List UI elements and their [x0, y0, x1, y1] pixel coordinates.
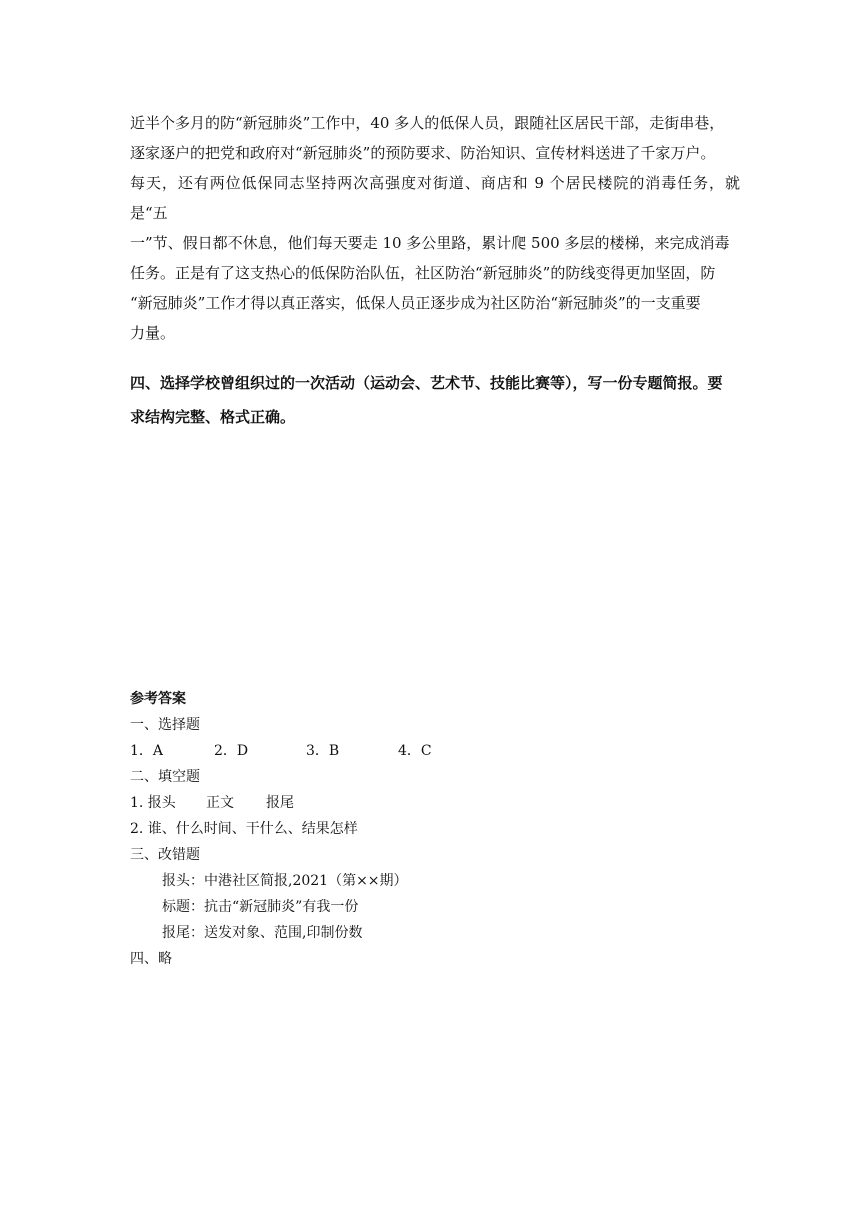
- fill-answer-one: [130, 790, 740, 816]
- passage-paragraph: [130, 108, 740, 348]
- mc-answer: 2．D: [214, 743, 249, 759]
- answer-key: [130, 686, 740, 972]
- passage-line: 力量。: [130, 324, 176, 342]
- section-one-title: 一、选择题: [130, 717, 200, 733]
- multiple-choice-answers: [130, 738, 740, 764]
- passage-line: 每天，还有两位低保同志坚持两次高强度对街道、商店和 9 个居民楼院的消毒任务，就是“五: [130, 174, 740, 222]
- fill-answer-two: 2. 谁、什么时间、干什么、结果怎样: [130, 821, 358, 837]
- passage-line: 近半个多月的防“新冠肺炎”工作中，40 多人的低保人员，跟随社区居民干部，走街串巷，: [130, 114, 725, 132]
- passage-line: 逐家逐户的把党和政府对“新冠肺炎”的预防要求、防治知识、宣传材料送进了千家万户。: [130, 144, 716, 162]
- fill-item: 1. 报头: [130, 795, 176, 811]
- mc-answer: 1．A: [130, 743, 164, 759]
- passage-line: 任务。正是有了这支热心的低保防治队伍，社区防治“新冠肺炎”的防线变得更加坚固，防: [130, 264, 716, 282]
- section-two-title: 二、填空题: [130, 769, 200, 785]
- fill-item: 报尾: [266, 795, 294, 811]
- question-four-line: 求结构完整、格式正确。: [130, 408, 296, 426]
- mc-answer: 3．B: [306, 743, 340, 759]
- answer-key-title: 参考答案: [130, 691, 186, 707]
- question-four: [130, 366, 740, 434]
- passage-line: “新冠肺炎”工作才得以真正落实，低保人员正逐步成为社区防治“新冠肺炎”的一支重要: [130, 294, 701, 312]
- question-four-line: 四、选择学校曾组织过的一次活动（运动会、艺术节、技能比赛等），写一份专题简报。要: [130, 374, 723, 392]
- fix-answer-title: 标题：抗击“新冠肺炎”有我一份: [162, 899, 359, 915]
- fix-answer-footer: 报尾：送发对象、范围,印制份数: [162, 925, 363, 941]
- passage-line: 一”节、假日都不休息，他们每天要走 10 多公里路，累计爬 500 多层的楼梯，来完成消毒: [130, 234, 730, 252]
- fix-answer-header: 报头：中港社区简报,2021（第××期）: [162, 873, 408, 889]
- mc-answer: 4．C: [398, 743, 432, 759]
- section-four-title: 四、略: [130, 951, 172, 967]
- fill-item: 正文: [206, 795, 234, 811]
- section-three-title: 三、改错题: [130, 847, 200, 863]
